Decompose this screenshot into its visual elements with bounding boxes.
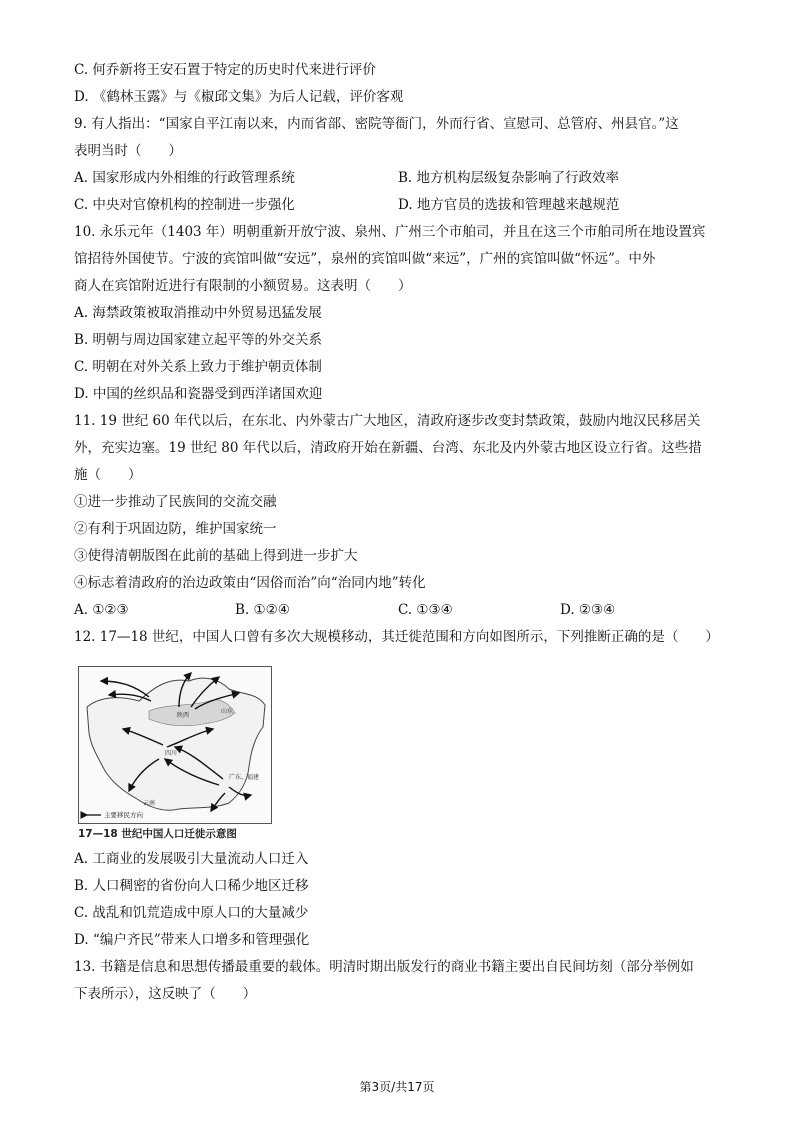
q9-option-b: B. 地方机构层级复杂影响了行政效率	[398, 170, 620, 186]
q11-option-c: C. ①③④	[398, 602, 453, 618]
q9-option-a: A. 国家形成内外相维的行政管理系统	[74, 170, 295, 186]
china-outline	[87, 678, 265, 810]
q11-stem-line-2: 外，充实边塞。19 世纪 80 年代以后，清政府开始在新疆、台湾、东北及内外蒙古地区设立行省。这些措	[74, 440, 702, 456]
q10-option-a: A. 海禁政策被取消推动中外贸易迅猛发展	[74, 305, 322, 321]
q9-option-c: C. 中央对官僚机构的控制进一步强化	[74, 197, 295, 213]
label-yunnan: 云南	[143, 800, 156, 807]
q12-option-c: C. 战乱和饥荒造成中原人口的大量减少	[74, 905, 309, 921]
legend-label: 主要移民方向	[104, 811, 143, 819]
q8-option-c: C. 何乔新将王安石置于特定的历史时代来进行评价	[74, 62, 376, 78]
q10-option-c: C. 明朝在对外关系上致力于维护朝贡体制	[74, 359, 322, 375]
q10-stem-line-3: 商人在宾馆附近进行有限制的小额贸易。这表明（ ）	[74, 278, 412, 294]
q10-option-d: D. 中国的丝织品和瓷器受到西洋诸国欢迎	[74, 386, 323, 402]
q9-option-d: D. 地方官员的选拔和管理越来越规范	[398, 197, 620, 213]
q12-option-d: D. “编户齐民”带来人口增多和管理强化	[74, 932, 310, 948]
q11-statement-3: ③使得清朝版图在此前的基础上得到进一步扩大	[74, 548, 358, 564]
q9-stem-line-1: 9. 有人指出：“国家自平江南以来，内而省部、密院等衙门，外而行省、宣慰司、总管府、州县官。”这	[74, 116, 679, 132]
label-guangdong-fujian: 广东、福建	[229, 774, 260, 781]
q9-stem-line-2: 表明当时（ ）	[74, 143, 182, 159]
q11-stem-line-1: 11. 19 世纪 60 年代以后，在东北、内外蒙古广大地区，清政府逐步改变封禁政策，鼓励内地汉民移居关	[74, 413, 701, 429]
q10-stem-line-1: 10. 永乐元年（1403 年）明朝重新开放宁波、泉州、广州三个市舶司，并且在这三个市舶司所在地设置宾	[74, 224, 706, 240]
q11-statement-1: ①进一步推动了民族间的交流交融	[74, 494, 277, 510]
q13-stem-line-2: 下表所示），这反映了（ ）	[74, 986, 257, 1002]
q12-stem: 12. 17—18 世纪，中国人口曾有多次大规模移动，其迁徙范围和方向如图所示，下列推断正确的是（ ）	[74, 629, 719, 645]
q11-statement-2: ②有利于巩固边防，维护国家统一	[74, 521, 277, 537]
q11-option-d: D. ②③④	[560, 602, 616, 618]
q11-option-a: A. ①②③	[74, 602, 129, 618]
q8-option-d: D. 《鹤林玉露》与《椒邱文集》为后人记载，评价客观	[74, 89, 404, 105]
q10-option-b: B. 明朝与周边国家建立起平等的外交关系	[74, 332, 323, 348]
page-number: 第3页/共17页	[359, 1080, 435, 1094]
q10-stem-line-2: 馆招待外国使节。宁波的宾馆叫做“安远”，泉州的宾馆叫做“来远”，广州的宾馆叫做“怀远”。中外	[74, 251, 656, 267]
label-shandong: 山东	[221, 708, 234, 715]
map-caption: 17—18 世纪中国人口迁徙示意图	[78, 828, 237, 840]
q13-stem-line-1: 13. 书籍是信息和思想传播最重要的载体。明清时期出版发行的商业书籍主要出自民间坊刻（部分举例如	[74, 959, 694, 975]
migration-map-svg	[79, 667, 271, 823]
q12-option-b: B. 人口稠密的省份向人口稀少地区迁移	[74, 878, 309, 894]
q11-stem-line-3: 施（ ）	[74, 467, 142, 483]
q11-statement-4: ④标志着清政府的治边政策由“因俗而治”向“治同内地”转化	[74, 575, 426, 591]
label-shaanxi: 陕西	[177, 712, 190, 719]
q11-option-b: B. ①②④	[235, 602, 290, 618]
migration-map	[78, 666, 272, 824]
label-sichuan: 四川	[165, 750, 178, 757]
q12-option-a: A. 工商业的发展吸引大量流动人口迁入	[74, 851, 309, 867]
